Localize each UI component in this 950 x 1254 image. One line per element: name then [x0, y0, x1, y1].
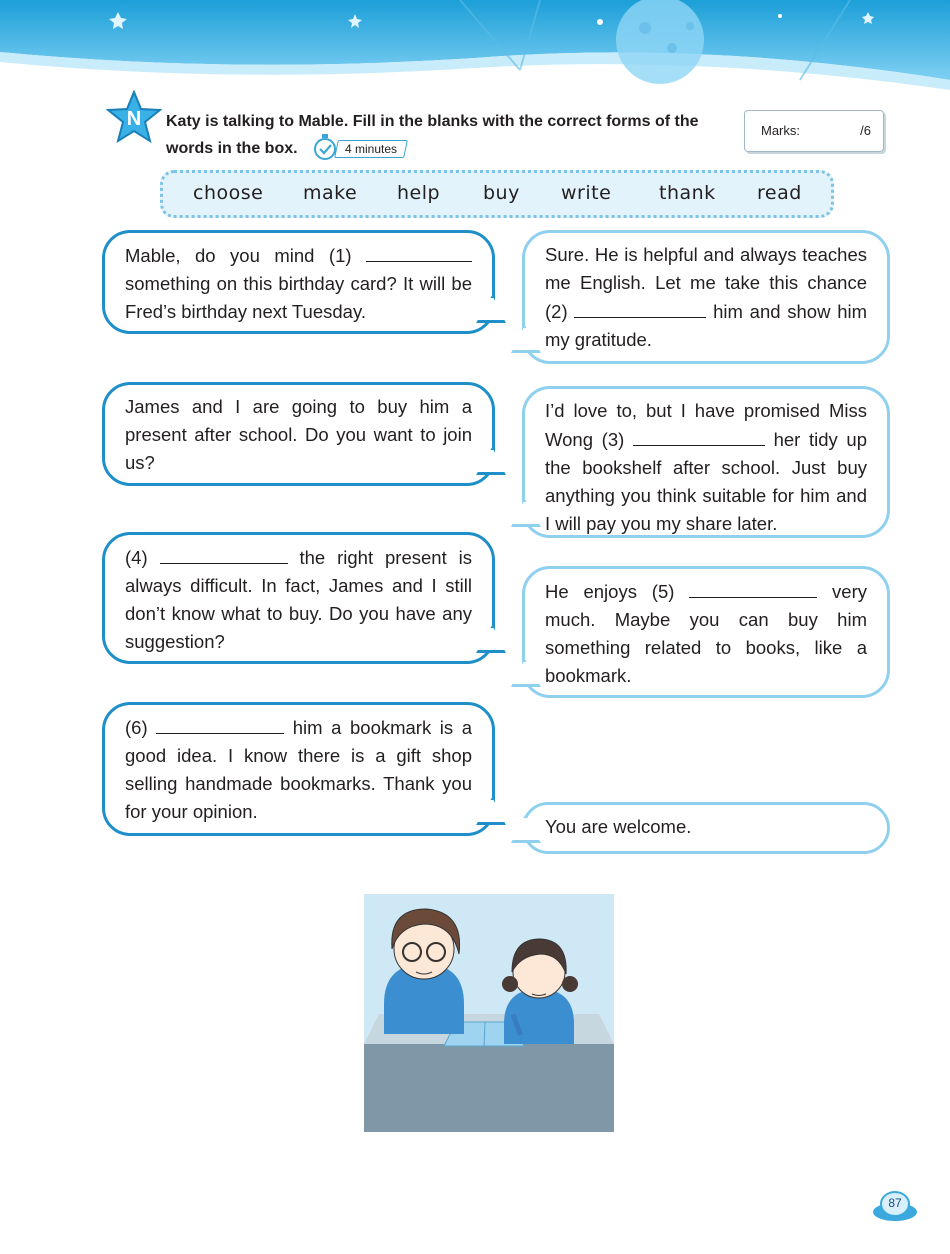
blank-number: (6) — [125, 717, 148, 738]
word-box — [160, 170, 834, 218]
speech-bubble-mable-3: (4) the right present is always difficult. In fact, James and I still don’t know what to buy. Do you have any suggestion? — [102, 532, 495, 664]
answer-blank-3[interactable] — [633, 425, 765, 446]
speech-bubble-mable-4: (6) him a bookmark is a good idea. I know there is a gift shop selling handmade bookmarks. Thank you for your opinion. — [102, 702, 495, 836]
answer-blank-4[interactable] — [160, 543, 288, 564]
time-limit: 4 minutes — [334, 140, 408, 158]
word-write: write — [561, 182, 612, 204]
marks-label: Marks: — [761, 123, 800, 138]
speech-bubble-mable-2: James and I are going to buy him a present after school. Do you want to join us? — [102, 382, 495, 486]
word-make: make — [303, 182, 358, 204]
word-choose: choose — [193, 182, 264, 204]
marks-box — [744, 110, 884, 152]
speech-bubble-katy-4: You are welcome. — [522, 802, 890, 854]
answer-blank-2[interactable] — [574, 297, 706, 318]
blank-number: (2) — [545, 301, 568, 322]
exercise-badge-star-icon — [106, 90, 162, 146]
page-number: 87 — [872, 1188, 918, 1222]
header-banner — [0, 0, 950, 90]
word-read: read — [757, 182, 802, 204]
word-buy: buy — [483, 182, 520, 204]
speech-bubble-katy-2: I’d love to, but I have promised Miss Wong (3) her tidy up the bookshelf after school. Just buy anything you think suitable for him and I will pay you my share later. — [522, 386, 890, 538]
girls-writing-card-illustration — [364, 894, 614, 1132]
speech-bubble-katy-3: He enjoys (5) very much. Maybe you can buy him something related to books, like a bookmark. — [522, 566, 890, 698]
word-help: help — [397, 182, 441, 204]
blank-number: (3) — [601, 429, 625, 450]
blank-number: (5) — [651, 581, 675, 602]
instruction-text: Katy is talking to Mable. Fill in the blanks with the correct forms of the words in the box. — [166, 113, 699, 157]
marks-value: /6 — [860, 123, 871, 138]
word-thank: thank — [659, 182, 716, 204]
instruction — [166, 108, 736, 162]
blank-number: (4) — [125, 547, 148, 568]
answer-blank-6[interactable] — [156, 713, 284, 734]
blank-number: (1) — [328, 245, 352, 266]
badge-letter: N — [126, 108, 142, 130]
timer — [320, 139, 420, 159]
speech-bubble-katy-1: Sure. He is helpful and always teaches me English. Let me take this chance (2) him and show him my gratitude. — [522, 230, 890, 364]
answer-blank-5[interactable] — [689, 577, 817, 598]
speech-bubble-mable-1: Mable, do you mind (1) something on this birthday card? It will be Fred’s birthday next Tuesday. — [102, 230, 495, 334]
answer-blank-1[interactable] — [366, 241, 472, 262]
